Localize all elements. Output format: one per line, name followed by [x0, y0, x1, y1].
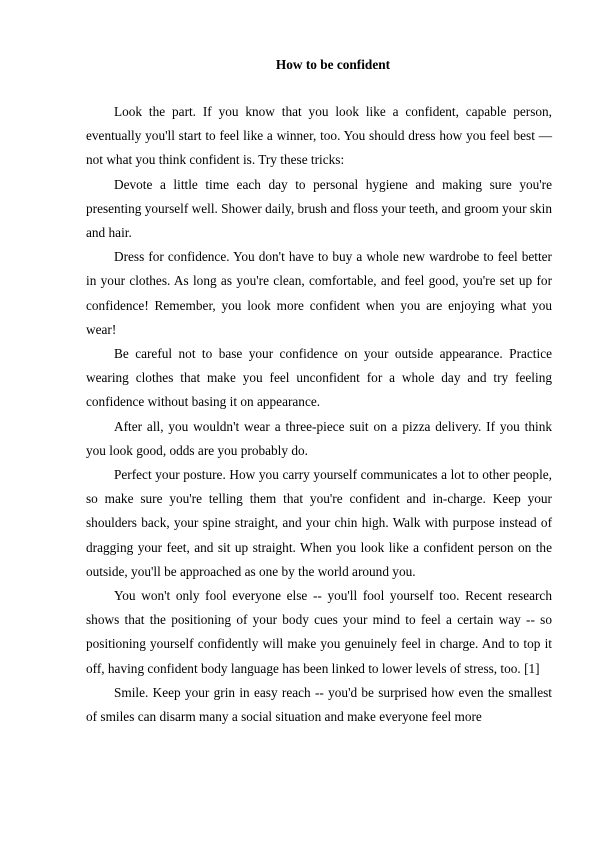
document-body [86, 100, 552, 729]
paragraph: Devote a little time each day to personal hygiene and making sure you're presenting yourself well. Shower daily, brush and floss your teeth, and groom your skin and hair. [86, 176, 552, 241]
paragraph: Smile. Keep your grin in easy reach -- you'd be surprised how even the smallest of smiles can disarm many a social situation and make everyone feel more [86, 684, 552, 725]
paragraph: Be careful not to base your confidence on your outside appearance. Practice wearing clothes that make you feel unconfident for a whole day and try feeling confidence without basing it on appearance. [86, 346, 552, 410]
paragraph: Dress for confidence. You don't have to buy a whole new wardrobe to feel better in your clothes. As long as you're clean, comfortable, and feel good, you're set up for confidence! Remember, you look more confident when you are enjoying what you wear! [86, 249, 552, 337]
document-title: How to be confident [275, 57, 391, 72]
paragraph: After all, you wouldn't wear a three-piece suit on a pizza delivery. If you think you look good, odds are you probably do. [86, 418, 552, 458]
paragraph: Look the part. If you know that you look like a confident, capable person, eventually you'll start to feel like a winner, too. You should dress how you feel best — not what you think confident is. Try these tricks: [86, 104, 552, 168]
paragraph: You won't only fool everyone else -- you'll fool yourself too. Recent research shows that the positioning of your body cues your mind to feel a certain way -- so positioning yourself confidently will make you genuinely feel in charge. And to top it off, having confident body language has been linked to lower levels of stress, too. [1] [86, 588, 552, 676]
paragraph: Perfect your posture. How you carry yourself communicates a lot to other people, so make sure you're telling them that you're confident and in-charge. Keep your shoulders back, your spine straight, and your chin high. Walk with purpose instead of dragging your feet, and sit up straight. When you look like a confident person on the outside, you'll be approached as one by the world around you. [86, 467, 552, 579]
